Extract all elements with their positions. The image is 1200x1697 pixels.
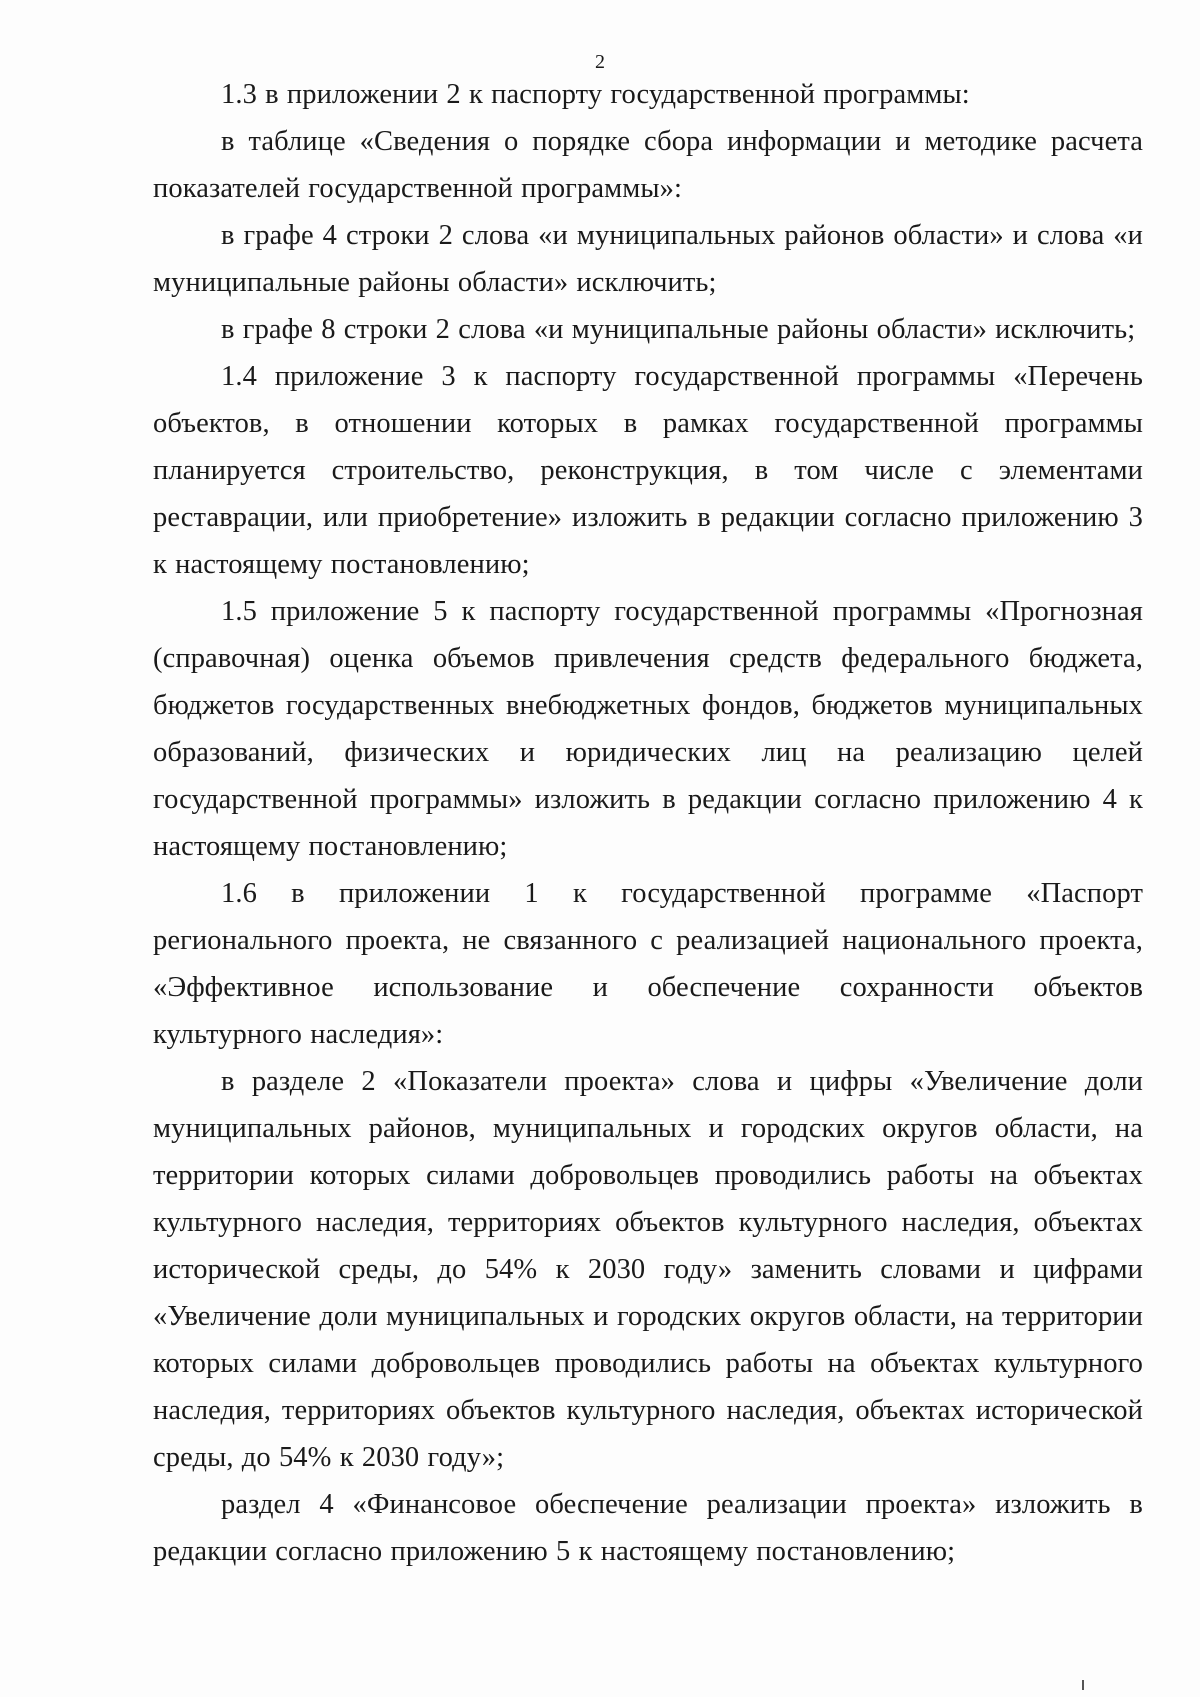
paragraph-1-3: 1.3 в приложении 2 к паспорту государственной программы: (221, 79, 970, 110)
paragraph-table-reference: в таблице «Сведения о порядке сбора информации и методике расчета показателей государственной программы»: (153, 126, 1143, 204)
paragraph-1-5: 1.5 приложение 5 к паспорту государственной программы «Прогнозная (справочная) оценка объемов привлечения средств федерального бюджета, бюджетов государственных внебюджетных фондов, бюджетов муниципальных образований, физических и юридических лиц на реализацию целей государственной программы» изложить в редакции согласно приложению 4 к настоящему постановлению; (153, 596, 1143, 862)
paragraph-column-4: в графе 4 строки 2 слова «и муниципальных районов области» и слова «и муниципальные районы области» исключить; (153, 220, 1143, 298)
scan-artifact (1082, 1680, 1084, 1690)
paragraph-section-4: раздел 4 «Финансовое обеспечение реализации проекта» изложить в редакции согласно приложению 5 к настоящему постановлению; (153, 1489, 1143, 1567)
page-number: 2 (595, 51, 605, 73)
document-body (153, 71, 1143, 1575)
paragraph-1-6: 1.6 в приложении 1 к государственной программе «Паспорт регионального проекта, не связанного с реализацией национального проекта, «Эффективное использование и обеспечение сохранности объектов культурного наследия»: (153, 878, 1143, 1050)
paragraph-column-8: в графе 8 строки 2 слова «и муниципальные районы области» исключить; (221, 314, 1136, 345)
paragraph-1-4: 1.4 приложение 3 к паспорту государственной программы «Перечень объектов, в отношении которых в рамках государственной программы планируется строительство, реконструкция, в том числе с элементами реставрации, или приобретение» изложить в редакции согласно приложению 3 к настоящему постановлению; (153, 361, 1143, 580)
paragraph-section-2: в разделе 2 «Показатели проекта» слова и цифры «Увеличение доли муниципальных районов, муниципальных и городских округов области, на территории которых силами добровольцев проводились работы на объектах культурного наследия, территориях объектов культурного наследия, объектах исторической среды, до 54% к 2030 году» заменить словами и цифрами «Увеличение доли муниципальных и городских округов области, на территории которых силами добровольцев проводились работы на объектах культурного наследия, территориях объектов культурного наследия, объектах исторической среды, до 54% к 2030 году»; (153, 1066, 1143, 1473)
